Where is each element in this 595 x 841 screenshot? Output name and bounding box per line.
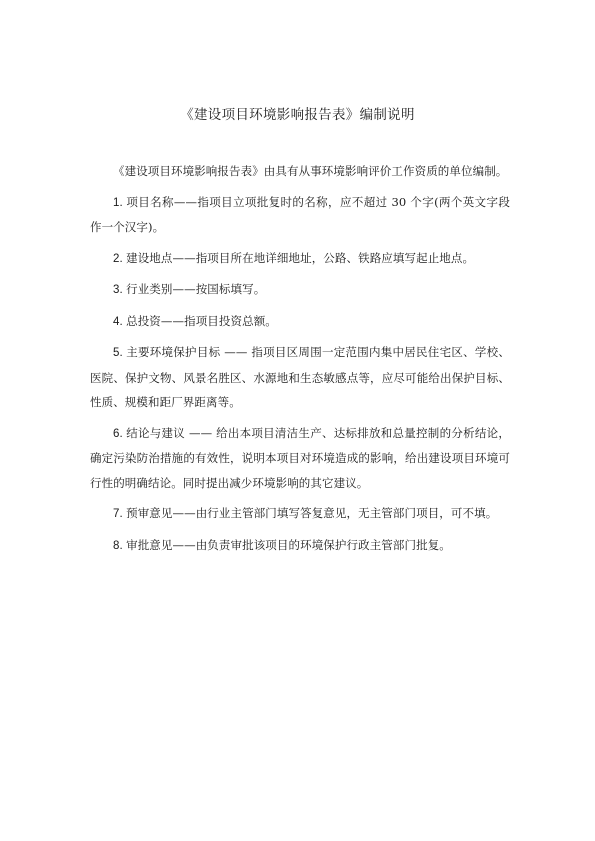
item-number: 1. (113, 196, 127, 209)
item-number: 7. (113, 508, 127, 520)
list-item (90, 340, 510, 415)
list-item (90, 421, 510, 496)
list-item (90, 277, 510, 303)
list-item (90, 309, 510, 335)
item-text: 主要环境保护目标 —— 指项目区周围一定范围内集中居民住宅区、学校、医院、保护文物、风景名胜区、水源地和生态敏感点等，应尽可能给出保护目标、性质、规模和距厂界距离等。 (90, 345, 510, 409)
item-text: 行业类别——按国标填写。 (126, 282, 266, 296)
item-number: 3. (113, 284, 127, 296)
intro-paragraph: 《建设项目环境影响报告表》由具有从事环境影响评价工作资质的单位编制。 (113, 164, 508, 178)
item-text: 建设地点——指项目所在地详细地址，公路、铁路应填写起止地点。 (126, 250, 475, 265)
item-number: 2. (113, 252, 127, 265)
item-text: 预审意见——由行业主管部门填写答复意见，无主管部门项目，可不填。 (126, 506, 498, 520)
item-number: 6. (113, 427, 127, 440)
list-item (90, 190, 510, 240)
page-title: 《建设项目环境影响报告表》编制说明 (180, 107, 415, 123)
item-text: 项目名称——指项目立项批复时的名称，应不超过 30 个字(两个英文字段作一个汉字)。 (90, 194, 510, 234)
item-text: 结论与建议 —— 给出本项目清洁生产、达标排放和总量控制的分析结论，确定污染防治措施的有效性，说明本项目对环境造成的影响，给出建设项目环境可行性的明确结论。同时提出减少环境影响的其它建议。 (90, 425, 510, 490)
item-number: 5. (113, 347, 127, 359)
item-number: 8. (113, 539, 127, 552)
item-text: 审批意见——由负责审批该项目的环境保护行政主管部门批复。 (126, 537, 451, 552)
document-body (90, 159, 510, 564)
list-item (90, 246, 510, 272)
item-number: 4. (113, 315, 127, 328)
item-text: 总投资——指项目投资总额。 (126, 313, 277, 328)
list-item (90, 501, 510, 527)
list-item (90, 533, 510, 559)
